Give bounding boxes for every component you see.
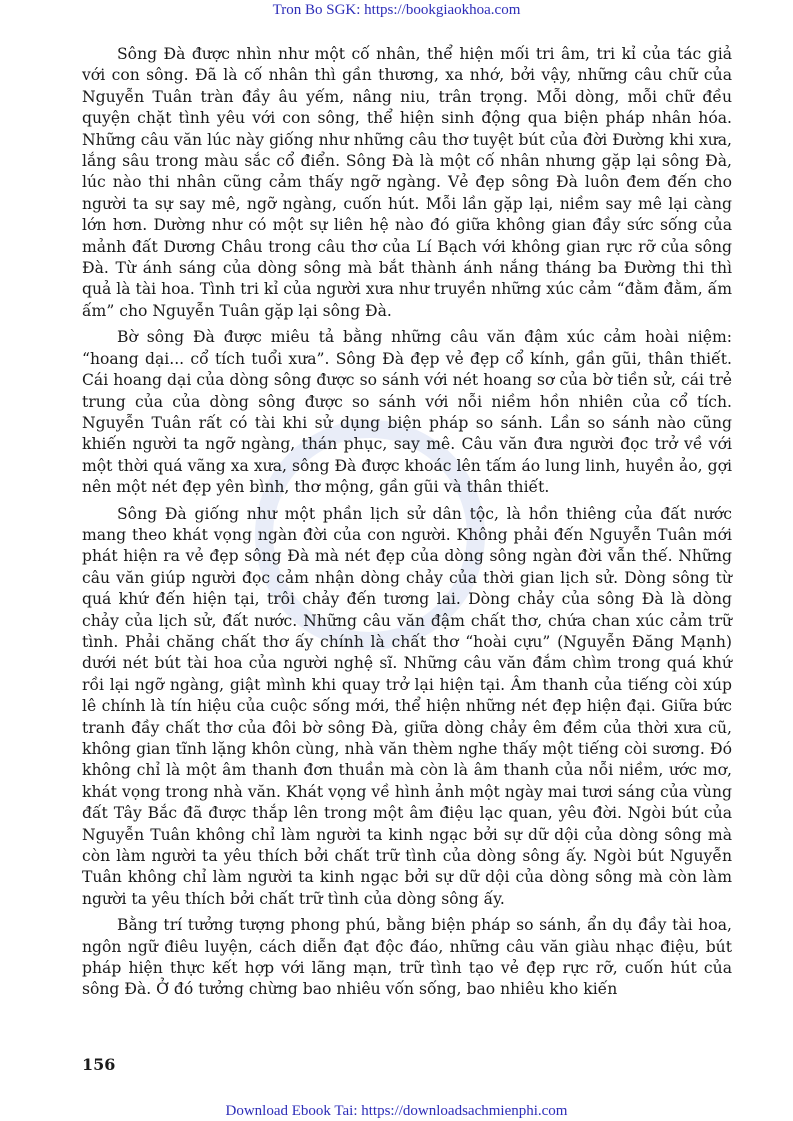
header-download-link[interactable]: Tron Bo SGK: https://bookgiaokhoa.com [272, 2, 521, 18]
footer-download-link[interactable]: Download Ebook Tai: https://downloadsachmienphi.com [225, 1103, 568, 1119]
paragraph-2: Bờ sông Đà được miêu tả bằng những câu văn đậm xúc cảm hoài niệm: “hoang dại... cổ tích tuổi xưa”. Sông Đà đẹp vẻ đẹp cổ kính, gần gũi, thân thiết. Cái hoang dại của dòng sông được so sánh với nét hoang sơ của bờ tiền sử, cái trẻ trung của của dòng sông được so sánh với nỗi niềm hồn nhiên của cổ tích. Nguyễn Tuân rất có tài khi sử dụng biện pháp so sánh. Lần so sánh nào cũng khiến người ta ngỡ ngàng, thán phục, say mê. Câu văn đưa người đọc trở về với một thời quá vãng xa xưa, sông Đà được khoác lên tấm áo lung linh, huyền ảo, gợi nên một nét đẹp yên bình, thơ mộng, gần gũi và thân thiết. [82, 328, 732, 497]
page-body [82, 44, 732, 1006]
paragraph-4: Bằng trí tưởng tượng phong phú, bằng biện pháp so sánh, ẩn dụ đầy tài hoa, ngôn ngữ điêu luyện, cách diễn đạt độc đáo, những câu văn giàu nhạc điệu, bút pháp hiện thực kết hợp với lãng mạn, trữ tình tạo vẻ đẹp rực rỡ, cuốn hút của sông Đà. Ở đó tưởng chừng bao nhiêu vốn sống, bao nhiêu kho kiến [82, 916, 732, 999]
paragraph-1: Sông Đà được nhìn như một cố nhân, thể hiện mối tri âm, tri kỉ của tác giả với con sông. Đã là cố nhân thì gần thương, xa nhớ, bởi vậy, những câu chữ của Nguyễn Tuân tràn đầy âu yếm, nâng niu, trân trọng. Mỗi dòng, mỗi chữ đều quyện chặt tình yêu với con sông, thể hiện sinh động qua biện pháp nhân hóa. Những câu văn lúc này giống như những câu thơ tuyệt bút của đời Đường khi xưa, lắng sâu trong màu sắc cổ điển. Sông Đà là một cố nhân nhưng gặp lại sông Đà, lúc nào thi nhân cũng cảm thấy ngỡ ngàng. Vẻ đẹp sông Đà luôn đem đến cho người ta sự say mê, ngỡ ngàng, cuốn hút. Mỗi lần gặp lại, niềm say mê lại càng lớn hơn. Dường như có một sự liên hệ nào đó giữa không gian đầy sức sống của mảnh đất Dương Châu trong câu thơ của Lí Bạch với không gian rực rỡ của sông Đà. Từ ánh sáng của dòng sông mà bắt thành ánh nắng tháng ba Đường thi thì quả là tài hoa. Tình tri kỉ của người xưa như truyền những xúc cảm “đằm đằm, ấm ấm” cho Nguyễn Tuân gặp lại sông Đà. [82, 45, 732, 320]
paragraph-3: Sông Đà giống như một phần lịch sử dân tộc, là hồn thiêng của đất nước mang theo khát vọng ngàn đời của con người. Không phải đến Nguyễn Tuân mới phát hiện ra vẻ đẹp sông Đà mà nét đẹp của dòng sông ngàn đời vẫn thế. Những câu văn giúp người đọc cảm nhận dòng chảy của thời gian lịch sử. Dòng sông từ quá khứ đến hiện tại, trôi chảy đến tương lai. Dòng chảy của sông Đà là dòng chảy của lịch sử, đất nước. Những câu văn đậm chất thơ, chứa chan xúc cảm trữ tình. Phải chăng chất thơ ấy chính là chất thơ “hoài cựu” (Nguyễn Đăng Mạnh) dưới nét bút tài hoa của người nghệ sĩ. Những câu văn đắm chìm trong quá khứ rồi lại ngỡ ngàng, giật mình khi quay trở lại hiện tại. Âm thanh của tiếng còi xúp lê chính là tín hiệu của cuộc sống mới, thể hiện những nét đẹp hiện đại. Giữa bức tranh đầy chất thơ của đôi bờ sông Đà, giữa dòng chảy êm đềm của thời xưa cũ, không gian tĩnh lặng khôn cùng, nhà văn thèm nghe thấy một tiếng còi sương. Đó không chỉ là một âm thanh đơn thuần mà còn là âm thanh của nỗi niềm, ước mơ, khát vọng trong nhà văn. Khát vọng về hình ảnh một ngày mai tươi sáng của vùng đất Tây Bắc đã được thắp lên trong một âm điệu lạc quan, yêu đời. Ngòi bút của Nguyễn Tuân không chỉ làm người ta kinh ngạc bởi sự dữ dội của dòng sông mà còn làm người ta yêu thích bởi chất trữ tình của dòng sông ấy. Ngòi bút Nguyễn Tuân không chỉ làm người ta kinh ngạc bởi sự dữ dội của dòng sông mà còn làm người ta yêu thích bởi chất trữ tình của dòng sông ấy. [82, 504, 732, 908]
page-number: 156 [82, 1055, 116, 1074]
